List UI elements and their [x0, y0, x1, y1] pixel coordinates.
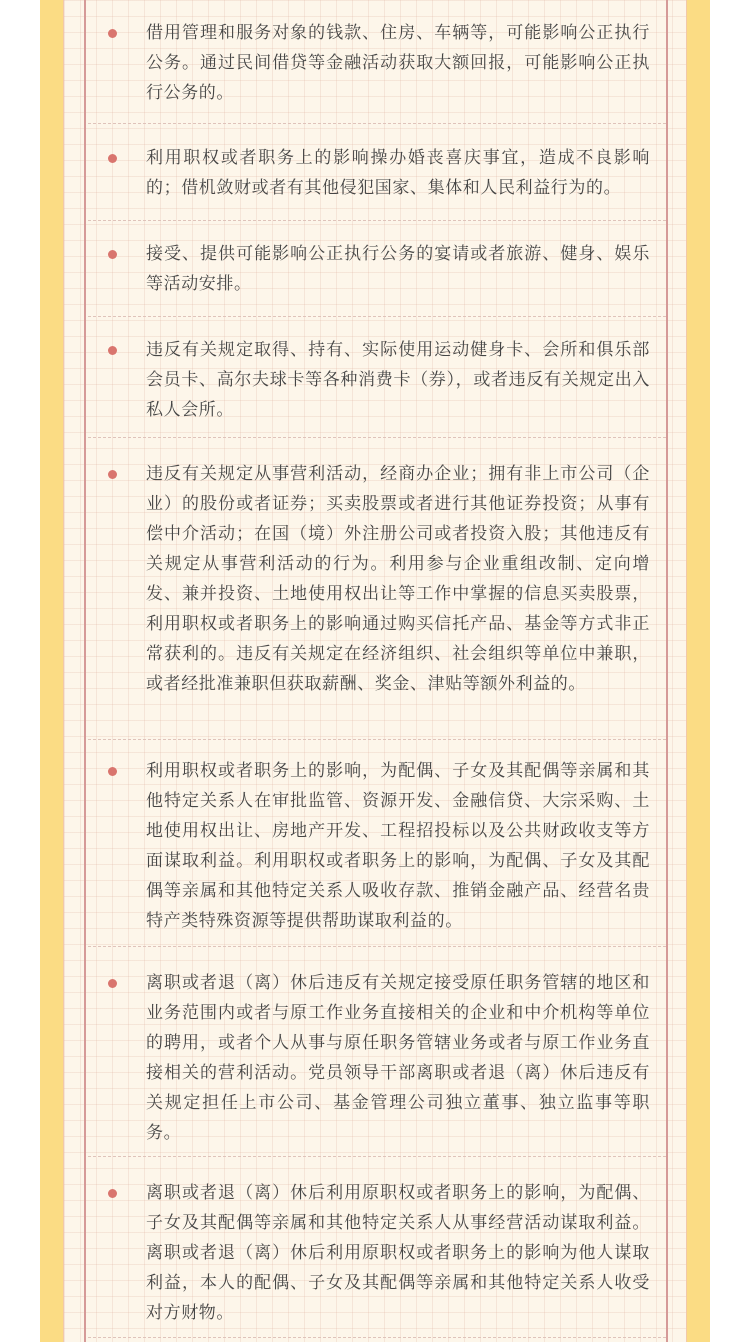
dashed-divider	[88, 316, 666, 317]
bullet-dot-icon	[108, 29, 117, 38]
item-text: 违反有关规定从事营利活动，经商办企业；拥有非上市公司（企业）的股份或者证券；买卖股票或者进行其他证券投资；从事有偿中介活动；在国（境）外注册公司或者投资入股；其他违反有关规定从事营利活动的行为。利用参与企业重组改制、定向增发、兼并投资、土地使用权出让等工作中掌握的信息买卖股票，利用职权或者职务上的影响通过购买信托产品、基金等方式非正常获利的。违反有关规定在经济组织、社会组织等单位中兼职，或者经批准兼职但获取薪酬、奖金、津贴等额外利益的。	[146, 464, 650, 694]
dashed-divider	[88, 437, 666, 438]
dashed-divider	[88, 1337, 666, 1338]
item-text: 借用管理和服务对象的钱款、住房、车辆等，可能影响公正执行公务。通过民间借贷等金融活动获取大额回报，可能影响公正执行公务的。	[146, 23, 650, 103]
item-text: 离职或者退（离）休后违反有关规定接受原任职务管辖的地区和业务范围内或者与原工作业务直接相关的企业和中介机构等单位的聘用，或者个人从事与原任职务管辖业务或者与原工作业务直接相关的营利活动。党员领导干部离职或者退（离）休后违反有关规定担任上市公司、基金管理公司独立董事、独立监事等职务。	[146, 973, 650, 1143]
bullet-dot-icon	[108, 1189, 117, 1198]
item-text: 利用职权或者职务上的影响操办婚丧喜庆事宜，造成不良影响的；借机敛财或者有其他侵犯国家、集体和人民利益行为的。	[146, 148, 650, 198]
dashed-divider	[88, 739, 666, 740]
bullet-dot-icon	[108, 767, 117, 776]
bullet-dot-icon	[108, 470, 117, 479]
item-text: 接受、提供可能影响公正执行公务的宴请或者旅游、健身、娱乐等活动安排。	[146, 244, 650, 294]
bullet-dot-icon	[108, 250, 117, 259]
bullet-dot-icon	[108, 979, 117, 988]
bullet-dot-icon	[108, 154, 117, 163]
left-margin-line	[84, 0, 86, 1342]
item-text: 违反有关规定取得、持有、实际使用运动健身卡、会所和俱乐部会员卡、高尔夫球卡等各种消费卡（券），或者违反有关规定出入私人会所。	[146, 340, 650, 420]
dashed-divider	[88, 220, 666, 221]
dashed-divider	[88, 123, 666, 124]
dashed-divider	[88, 1156, 666, 1157]
item-text: 利用职权或者职务上的影响，为配偶、子女及其配偶等亲属和其他特定关系人在审批监管、资源开发、金融信贷、大宗采购、土地使用权出让、房地产开发、工程招投标以及公共财政收支等方面谋取利益。利用职权或者职务上的影响，为配偶、子女及其配偶等亲属和其他特定关系人吸收存款、推销金融产品、经营名贵特产类特殊资源等提供帮助谋取利益的。	[146, 761, 650, 931]
bullet-dot-icon	[108, 346, 117, 355]
right-margin-line	[666, 0, 668, 1342]
item-text: 离职或者退（离）休后利用原职权或者职务上的影响，为配偶、子女及其配偶等亲属和其他特定关系人从事经营活动谋取利益。离职或者退（离）休后利用原职权或者职务上的影响为他人谋取利益，本人的配偶、子女及其配偶等亲属和其他特定关系人收受对方财物。	[146, 1183, 650, 1323]
dashed-divider	[88, 946, 666, 947]
